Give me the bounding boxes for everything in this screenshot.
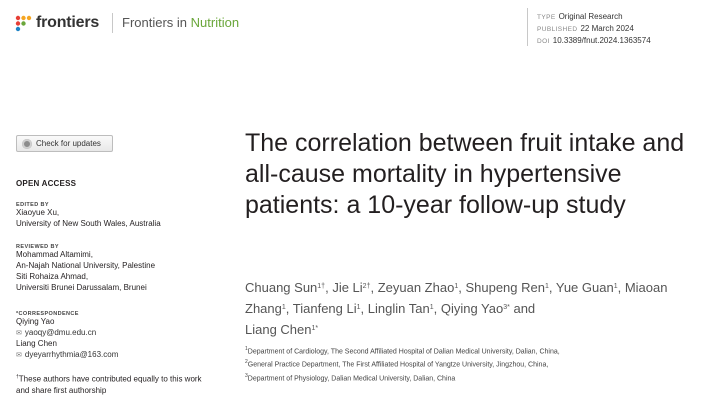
reviewer-2-name: Siti Rohaiza Ahmad, [16, 272, 89, 281]
meta-type [537, 11, 623, 23]
correspondent-2-email-text: dyeyarrhythmia@163.com [24, 350, 119, 359]
author[interactable]: Liang Chen$^{1*}$ [245, 322, 319, 337]
correspondent-2-name: Liang Chen [16, 339, 57, 348]
author[interactable]: Zeyuan Zhao$^1$ [377, 280, 459, 295]
reviewer-1-affiliation: An-Najah National University, Palestine [16, 261, 156, 270]
author[interactable]: Chuang Sun$^{1\dagger}$ [245, 280, 326, 295]
affiliation: $^1$Department of Cardiology, The Second Affiliated Hospital of Dalian Medical University, Dalian, China, [245, 346, 560, 356]
correspondent-2-email[interactable] [16, 350, 216, 362]
journal-prefix: Frontiers in [122, 15, 191, 30]
editor-name: Xiaoyue Xu, [16, 208, 60, 217]
edited-by-label: EDITED BY [16, 202, 49, 208]
meta-published-value: 22 March 2024 [580, 24, 634, 33]
editor-affiliation: University of New South Wales, Australia [16, 219, 161, 228]
meta-doi-value: 10.3389/fnut.2024.1363574 [552, 36, 651, 45]
journal-section: Nutrition [190, 15, 240, 30]
meta-doi[interactable] [537, 35, 651, 47]
check-for-updates-button[interactable] [16, 135, 113, 152]
correspondent-1-name: Qiying Yao [16, 317, 55, 326]
logo-text: frontiers [36, 14, 100, 31]
affiliation-list [245, 344, 695, 384]
journal-name[interactable] [122, 15, 239, 30]
equal-contribution-footnote [16, 372, 212, 396]
author[interactable]: Shupeng Ren$^1$ [465, 280, 549, 295]
correspondence-label: *CORRESPONDENCE [16, 311, 79, 317]
correspondent-1-email[interactable] [16, 328, 216, 340]
meta-divider [527, 8, 528, 46]
frontiers-logo[interactable] [15, 12, 99, 34]
open-access-label: OPEN ACCESS [16, 179, 77, 188]
frontiers-logo-icon [15, 15, 32, 32]
author[interactable]: Jie $Li^{2\dagger}$ [332, 280, 371, 295]
correspondent-1-email-text: yaoqy@dmu.edu.cn [24, 328, 97, 337]
envelope-icon: ✉ [16, 352, 22, 359]
affiliation: $^3$Department of Physiology, Dalian Medical University, Dalian, China [245, 372, 456, 382]
meta-doi-key: DOI [537, 38, 550, 45]
meta-published-key: PUBLISHED [537, 26, 578, 33]
author[interactable]: Yue Guan$^1$ [555, 280, 618, 295]
footnote-mark: † [16, 374, 19, 380]
check-for-updates-label: Check for updates [36, 139, 101, 148]
footnote-text: These authors have contributed equally to this work and share first authorship [16, 374, 202, 395]
header-divider [112, 13, 113, 33]
author[interactable]: Miaoan Zhang$^1$ [245, 280, 668, 316]
article-title: The correlation between fruit intake and all-cause mortality in hypertensive patients: a 10-year follow-up study [245, 129, 685, 219]
crossmark-icon [22, 139, 32, 149]
author-list: Chuang Sun$^{1\dagger}$, Jie $Li^{2\dagger}$, Zeyuan Zhao$^1$, Shupeng Ren$^1$, Yue Guan$^1$, Miaoan Zhang$^1$, Tianfeng Li$^1$, Linglin Tan$^1$, Qiying Yao$^{3*}$ and Liang Chen$^{1*}$ [245, 280, 668, 337]
meta-type-key: TYPE [537, 14, 556, 21]
author[interactable]: Tianfeng Li$^1$ [292, 301, 361, 316]
author[interactable]: Linglin Tan$^1$ [367, 301, 434, 316]
affiliation: $^2$General Practice Department, The First Affiliated Hospital of Yangtze University, Jingzhou, China, [245, 359, 549, 369]
envelope-icon: ✉ [16, 330, 22, 337]
meta-published [537, 23, 634, 35]
meta-type-value: Original Research [558, 12, 623, 21]
author[interactable]: Qiying Yao$^{3*}$ [440, 301, 510, 316]
reviewed-by-label: REVIEWED BY [16, 244, 59, 250]
reviewer-1-name: Mohammad Altamimi, [16, 250, 93, 259]
reviewer-2-affiliation: Universiti Brunei Darussalam, Brunei [16, 283, 147, 292]
